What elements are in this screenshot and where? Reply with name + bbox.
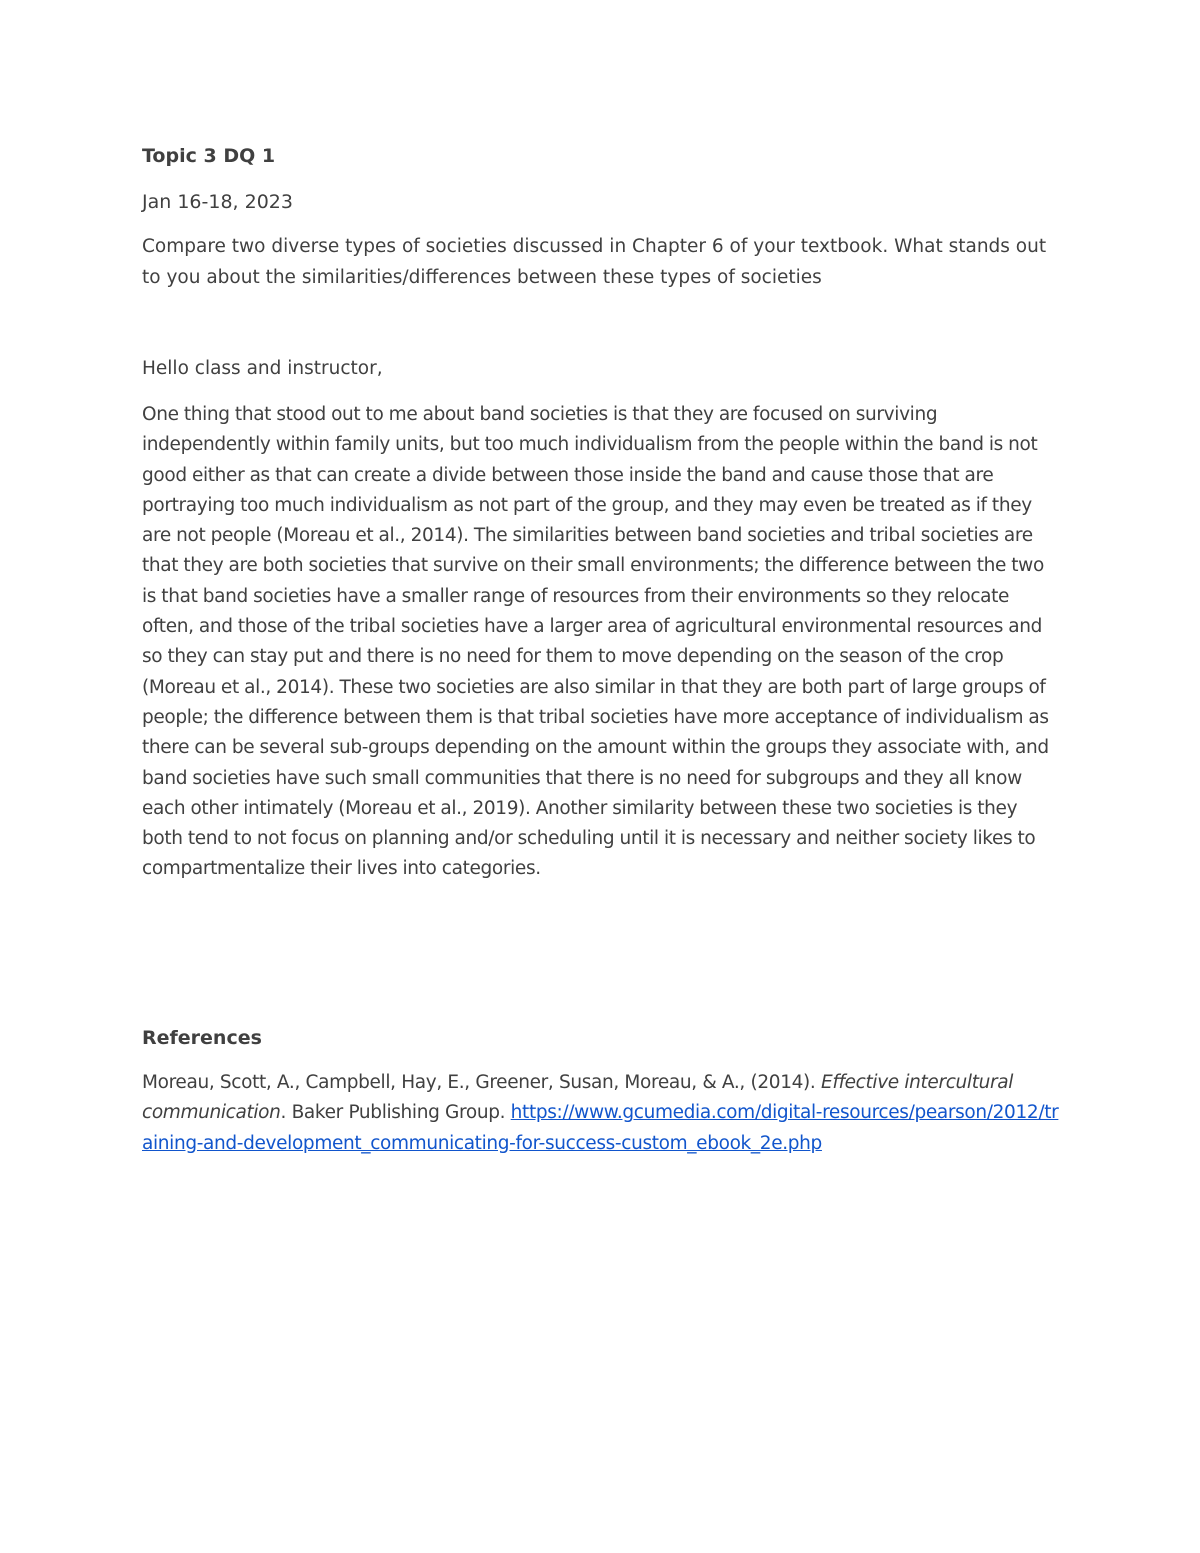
discussion-prompt: Compare two diverse types of societies discussed in Chapter 6 of your textbook. What stands out to you about the similarities/differences between these types of societies [142, 236, 1047, 288]
document-title: Topic 3 DQ 1 [142, 145, 276, 167]
reference-publisher: . Baker Publishing Group. [280, 1102, 511, 1124]
greeting: Hello class and instructor, [142, 358, 383, 379]
references-heading: References [142, 1027, 262, 1049]
document-date: Jan 16-18, 2023 [142, 191, 293, 213]
response-body: One thing that stood out to me about band societies is that they are focused on surviving independently within family units, but too much individualism from the people within the band is not good either as that can create a divide between those inside the band and cause those that are portraying too much individualism as not part of the group, and they may even be treated as if they are not people (Moreau et al., 2014). The similarities between band societies and tribal societies are that they are both societies that survive on their small environments; the difference between the two is that band societies have a smaller range of resources from their environments so they relocate often, and those of the tribal societies have a larger area of agricultural environmental resources and so they can stay put and there is no need for them to move depending on the season of the crop (Moreau et al., 2014). These two societies are also similar in that they are both part of large groups of people; the difference between them is that tribal societies have more acceptance of individualism as there can be several sub-groups depending on the amount within the groups they associate with, and band societies have such small communities that there is no need for subgroups and they all know each other intimately (Moreau et al., 2019). Another similarity between these two societies is they both tend to not focus on planning and/or scheduling until it is necessary and neither society likes to compartmentalize their lives into categories. [142, 404, 1049, 880]
reference-authors: Moreau, Scott, A., Campbell, Hay, E., Greener, Susan, Moreau, & A., (2014). [142, 1072, 821, 1093]
reference-book-title: Effective intercultural communication [142, 1072, 1014, 1124]
reference-link[interactable]: https://www.gcumedia.com/digital-resources/pearson/2012/training-and-development_communicating-for-success-custom_ebook_2e.php [142, 1102, 1059, 1154]
reference-entry [142, 1068, 1062, 1159]
